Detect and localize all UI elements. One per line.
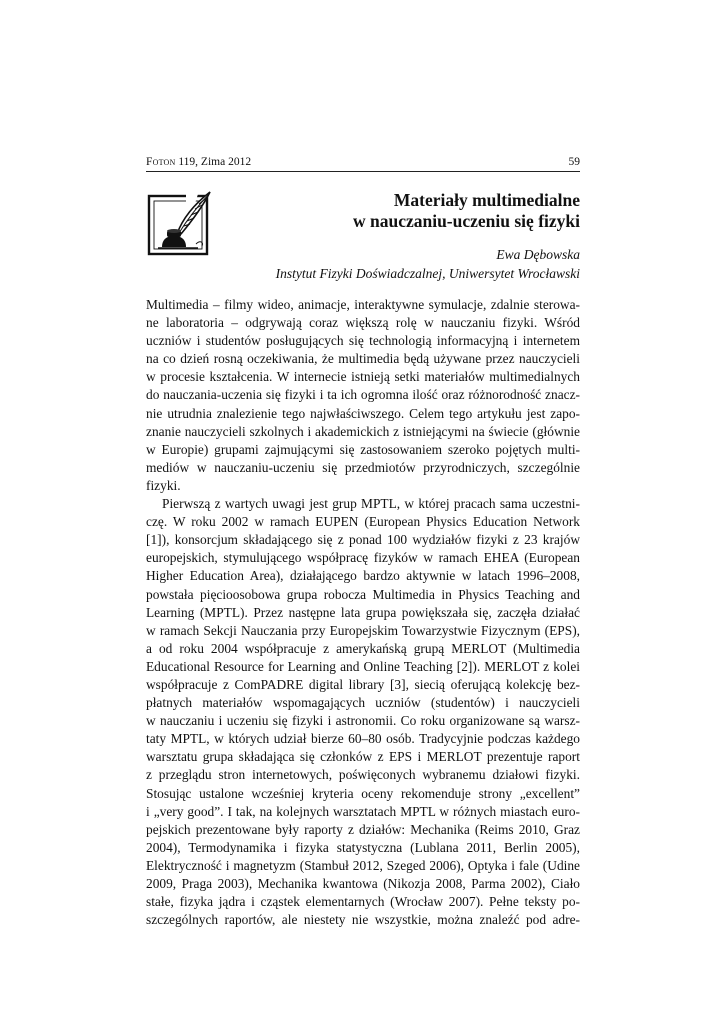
body-line: 2004), Termodynamika i fizyka statystyczna (Lublana 2011, Berlin 2005),	[146, 839, 580, 855]
body-line: czę. W roku 2002 w ramach EUPEN (European Physics Education Network	[146, 514, 580, 530]
body-line: współpracuje z ComPADRE digital library [3], siecią oferującą kolekcję bez-	[146, 676, 580, 692]
body-line: płatnych materiałów wspomagających uczniów (studentów) i nauczycieli	[146, 695, 580, 711]
body-line: [1]), konsorcjum składającego się z ponad 100 wydziałów fizyki z 23 krajów	[146, 532, 580, 548]
body-line: na co dzień rosną oczekiwania, że multimedia będą używane przez nauczycieli	[146, 351, 580, 367]
body-line: taty MPTL, w których udział bierze 60–80 osób. Tradycyjnie podczas każdego	[146, 731, 580, 747]
journal-issue: 119, Zima 2012	[175, 156, 252, 168]
body-line: w Europie) grupami zajmującymi się zastosowaniem szeroko pojętych multi-	[146, 441, 580, 457]
body-line: Higher Education Area), działającego bardzo aktywnie w latach 1996–2008,	[146, 568, 580, 584]
body-line: Elektryczność i magnetyzm (Stambuł 2012, Szeged 2006), Optyka i fale (Udine	[146, 857, 580, 873]
journal-reference	[146, 154, 251, 170]
body-line: nie utrudnia znalezienie tego najwłaściwszego. Celem tego artykułu jest zapo-	[146, 405, 580, 421]
article-body	[146, 296, 580, 929]
body-line: a od roku 2004 współpracuje z amerykańską grupą MERLOT (Multimedia	[146, 640, 580, 656]
body-line: Stosując ustalone wcześniej kryteria oceny rekomenduje strony „excellent”	[146, 785, 580, 801]
body-line: mediów w nauczaniu-uczeniu się przedmiotów przyrodniczych, szczególnie	[146, 459, 580, 475]
running-header	[146, 154, 580, 170]
article-title-block	[260, 190, 580, 282]
body-line: i „very good”. I tak, na kolejnych warsztatach MPTL w różnych miastach euro-	[146, 803, 580, 819]
body-line: powstała pięcioosobowa grupa robocza Multimedia in Physics Teaching and	[146, 586, 580, 602]
author-affiliation: Instytut Fizyki Doświadczalnej, Uniwersytet Wrocławski	[275, 266, 580, 281]
article-title	[260, 190, 580, 232]
body-line: znanie nauczycieli szkolnych i akademickich z istniejącymi na świecie (głównie	[146, 423, 580, 439]
header-divider	[146, 171, 580, 172]
body-line: warsztatu grupa składająca się członków z EPS i MERLOT prezentuje raport	[146, 749, 580, 765]
journal-name: Foton	[146, 156, 176, 168]
page-number: 59	[568, 156, 580, 168]
article-title-line-2: w nauczaniu-uczeniu się fizyki	[352, 211, 580, 231]
body-line: Learning (MPTL). Przez następne lata grupa powiększała się, zaczęła działać	[146, 604, 580, 620]
body-line: szczególnych raportów, ale niestety nie wszystkie, można znaleźć pod adre-	[146, 912, 580, 928]
body-line: w nauczaniu i uczeniu się fizyki i astronomii. Co roku organizowane są warsz-	[146, 713, 580, 729]
body-line: pejskich prezentowane były raporty z działów: Mechanika (Reims 2010, Graz	[146, 821, 580, 837]
body-line: fizyki.	[146, 477, 181, 493]
article-author: Ewa Dębowska	[496, 247, 580, 262]
body-line: Pierwszą z wartych uwagi jest grup MPTL, w której pracach sama uczestni-	[162, 496, 580, 512]
body-line: Educational Resource for Learning and Online Teaching [2]). MERLOT z kolei	[146, 658, 580, 674]
body-line: w procesie kształcenia. W internecie istnieją setki materiałów multimedialnych	[146, 369, 580, 385]
body-line: w ramach Sekcji Nauczania przy Europejskim Towarzystwie Fizycznym (EPS),	[146, 622, 580, 638]
body-line: Multimedia – filmy wideo, animacje, interaktywne symulacje, zdalnie sterowa-	[146, 297, 580, 312]
article-title-line-1: Materiały multimedialne	[393, 190, 580, 210]
body-line: uczniów i studentów posługujących się technologią informacyjną i internetem	[146, 333, 580, 349]
body-line: europejskich, stymulującego współpracę fizyków w ramach EHEA (European	[146, 550, 580, 566]
body-line: stałe, fizyka jądra i cząstek elementarnych (Wrocław 2007). Pełne teksty po-	[146, 894, 580, 910]
quill-and-inkwell-icon	[146, 186, 218, 258]
body-line: ne laboratoria – odgrywają coraz większą rolę w nauczaniu fizyki. Wśród	[146, 315, 580, 331]
body-line: 2009, Praga 2003), Mechanika kwantowa (Nikozja 2008, Parma 2002), Ciało	[146, 876, 580, 891]
body-line: do nauczania-uczenia się fizyki i ta ich ogromna ilość oraz różnorodność znacz-	[146, 387, 580, 403]
body-line: z przeglądu stron internetowych, poświęconych wybranemu działowi fizyki.	[146, 767, 580, 783]
